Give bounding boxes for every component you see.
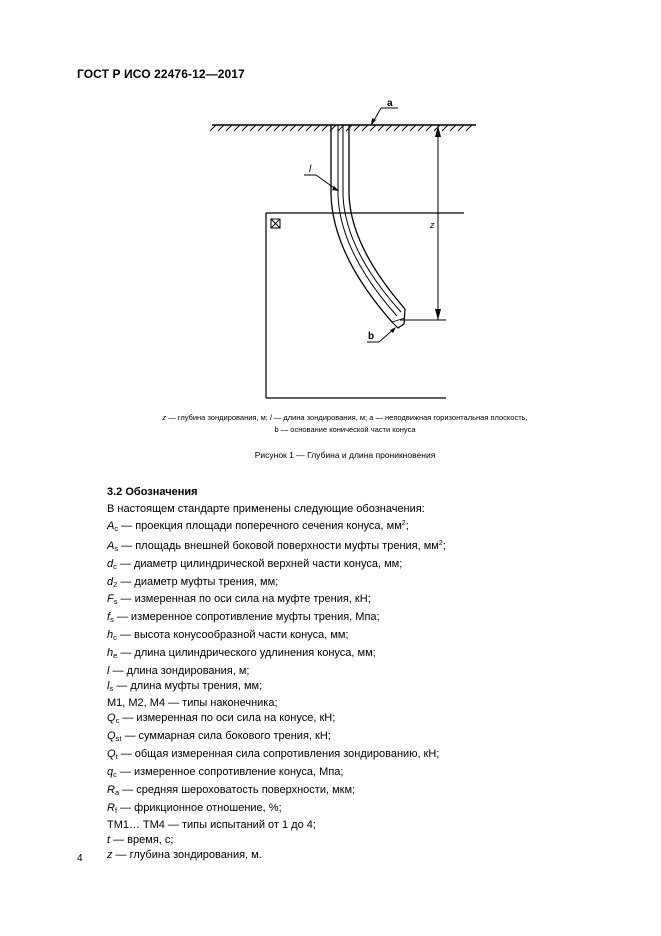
- definition-item: [107, 833, 446, 848]
- definition-text: — фрикционное отношение, %;: [117, 801, 282, 814]
- definition-item: [107, 575, 446, 593]
- definition-subscript: c: [113, 561, 117, 571]
- definition-text: — площадь внешней боковой поверхности муфты трения, мм: [118, 539, 439, 552]
- definition-text: — длина муфты трения, мм;: [113, 679, 263, 692]
- definition-symbol: l: [107, 664, 110, 677]
- definition-symbol: h: [107, 646, 114, 659]
- definition-item: [107, 747, 446, 765]
- definition-item: [107, 646, 446, 664]
- definition-symbol: R: [107, 801, 115, 814]
- label-a: a: [387, 98, 393, 109]
- label-z: z: [430, 220, 435, 230]
- definition-text: — проекция площади поперечного сечения конуса, мм: [118, 520, 402, 532]
- definition-subscript: c: [114, 524, 119, 533]
- definition-symbol: h: [107, 629, 114, 642]
- definition-tail: ;: [442, 539, 446, 552]
- definition-symbol: F: [107, 593, 114, 606]
- definition-item: [107, 592, 446, 610]
- depth-arrow-bottom: [435, 309, 441, 320]
- definition-text: — диаметр цилиндрической верхней части конуса, мм;: [116, 557, 403, 570]
- definition-item: [107, 517, 446, 537]
- definition-symbol: Q: [107, 747, 116, 760]
- definition-symbol: A: [107, 539, 115, 552]
- probe-rod-inner: [349, 125, 405, 309]
- definition-text: — измеренное сопротивление конуса, Мпа;: [116, 765, 344, 778]
- definition-item: [107, 610, 446, 628]
- definition-subscript: s: [114, 543, 119, 553]
- definition-subscript: st: [115, 734, 122, 744]
- definition-text: — диаметр муфты трения, мм;: [117, 575, 279, 588]
- ground-hatching: [210, 125, 472, 131]
- definition-tail: ;: [405, 520, 409, 532]
- label-b: b: [368, 331, 375, 342]
- definition-item: [107, 664, 446, 679]
- definition-symbol: d: [107, 575, 114, 588]
- definition-superscript: 2: [438, 539, 443, 547]
- definition-subscript: s: [109, 683, 114, 693]
- figure-caption-line-1: z — глубина зондирования, м; l — длина зондирования, м; a — неподвижная горизонтальная плоскость,: [162, 413, 528, 422]
- definition-item: [107, 628, 446, 646]
- definition-text: — суммарная сила бокового трения, кН;: [121, 730, 331, 743]
- label-l: l: [309, 164, 312, 175]
- definition-symbol: l: [107, 679, 110, 692]
- definition-symbol: Q: [107, 712, 116, 725]
- definition-item: [107, 679, 446, 697]
- definition-symbol: A: [107, 520, 115, 532]
- definition-subscript: e: [113, 650, 118, 660]
- depth-arrow-top: [435, 126, 441, 137]
- definitions-list: [107, 517, 446, 863]
- definition-item: [107, 729, 446, 747]
- definition-text: — измеренное сопротивление муфты трения, Мпа;: [113, 611, 380, 624]
- definition-superscript: 2: [401, 520, 406, 527]
- definition-subscript: a: [114, 787, 120, 797]
- section-title: 3.2 Обозначения: [107, 486, 198, 498]
- definition-subscript: s: [113, 597, 118, 607]
- definition-text: — длина цилиндрического удлинения конуса, мм;: [117, 646, 376, 659]
- definition-item: [107, 696, 446, 711]
- probe-rod-outer: [331, 125, 392, 322]
- definition-text: — время, с;: [110, 834, 174, 847]
- section-intro: В настоящем стандарте применены следующие обозначения:: [107, 503, 425, 515]
- penetration-diagram: [0, 0, 661, 450]
- definition-subscript: 2: [113, 579, 118, 589]
- definition-text: — глубина зондирования, м.: [112, 849, 262, 862]
- definition-subscript: t: [115, 751, 118, 761]
- definition-subscript: s: [110, 615, 114, 625]
- document-header: ГОСТ Р ИСО 22476-12—2017: [77, 67, 245, 81]
- figure-caption-line-2: b — основание конической части конуса: [274, 425, 416, 434]
- definition-symbol: t: [107, 834, 111, 847]
- definition-item: [107, 557, 446, 575]
- definition-symbol: R: [107, 783, 115, 796]
- definition-item: [107, 537, 446, 557]
- definition-text: TM1… TM4 — типы испытаний от 1 до 4;: [107, 819, 316, 832]
- definition-text: — измеренная по оси сила на конусе, кН;: [119, 712, 336, 725]
- definition-text: — общая измеренная сила сопротивления зондированию, кН;: [117, 747, 440, 760]
- definition-item: [107, 848, 446, 863]
- definition-symbol: f: [107, 611, 111, 624]
- definition-subscript: c: [115, 716, 120, 726]
- definition-subscript: c: [113, 633, 117, 643]
- definition-symbol: z: [107, 849, 113, 862]
- definition-item: [107, 783, 446, 801]
- definition-item: [107, 818, 446, 833]
- definition-subscript: c: [113, 769, 117, 779]
- definition-symbol: Q: [107, 730, 116, 743]
- definition-text: — измеренная по оси сила на муфте трения, кН;: [117, 593, 371, 606]
- definition-subscript: f: [114, 805, 118, 815]
- definition-text: — длина зондирования, м;: [109, 664, 250, 677]
- definition-text: M1, M2, M4 — типы наконечника;: [107, 697, 278, 710]
- definition-symbol: d: [107, 557, 114, 570]
- figure-title: Рисунок 1 — Глубина и длина проникновения: [254, 450, 436, 460]
- definition-item: [107, 711, 446, 729]
- definition-symbol: q: [107, 765, 114, 778]
- definition-item: [107, 801, 446, 819]
- page-number: 4: [77, 853, 83, 864]
- definition-text: — высота конусообразной части конуса, мм;: [116, 629, 349, 642]
- definition-item: [107, 765, 446, 783]
- definition-text: — средняя шероховатость поверхности, мкм;: [119, 783, 356, 796]
